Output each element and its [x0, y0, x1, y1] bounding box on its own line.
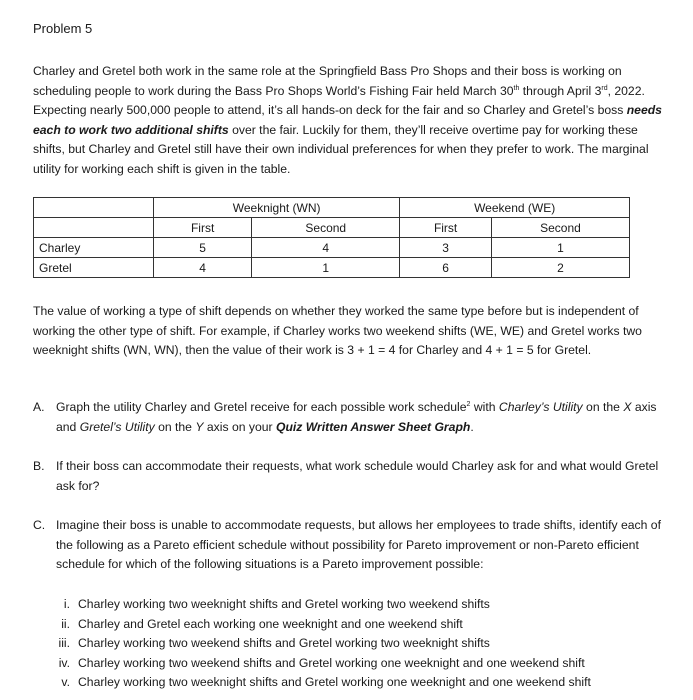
intro-sup-rd: rd: [601, 84, 608, 92]
item-text: Charley and Gretel each working one weeknight and one weekend shift: [78, 616, 463, 631]
table-row-charley: [34, 238, 630, 258]
question-text: Imagine their boss is unable to accommodate requests, but allows her employees to trade shifts, identify each of the following as a Pareto efficient schedule without possibility for Pareto improvement or non-Pareto efficient schedule for which of the following situations is a Pareto improvement possible:: [56, 518, 661, 572]
list-item: [33, 595, 673, 615]
item-number: iv.: [58, 655, 70, 670]
table-cell: 5: [154, 238, 252, 258]
qa-text-6: axis on your: [203, 419, 276, 434]
table-cell: 2: [491, 258, 629, 278]
qa-text-5: on the: [154, 419, 196, 434]
question-label: A.: [33, 400, 45, 414]
table-cell: 3: [400, 238, 492, 258]
table-cell: 1: [491, 238, 629, 258]
intro-text-1: Charley and Gretel both work in the same role at the Springfield Bass Pro Shops and their boss is working on scheduling people to work during the Bass Pro Shops World’s Fishing Fair held March 30: [33, 64, 622, 98]
item-text: Charley working two weeknight shifts and Gretel working two weekend shifts: [78, 597, 490, 611]
qa-italic-3: Gretel’s Utility: [79, 419, 155, 434]
qa-italic-4: Y: [195, 419, 204, 434]
item-text: Charley working two weekend shifts and Gretel working one weeknight and one weekend shift: [78, 655, 585, 670]
explanation-paragraph: The value of working a type of shift depends on whether they worked the same type before but is independent of working the other type of shift. For example, if Charley works two weekend shifts (WE, WE) and Gretel works two weeknight shifts (WN, WN), then the value of their work is 3 + 1 = 4 for Charley and 4 + 1 = 5 for Gretel.: [33, 304, 642, 358]
qa-italic-2: X: [623, 400, 632, 414]
intro-emphasis: needs each to work two additional shifts: [33, 103, 662, 137]
item-number: v.: [61, 675, 70, 690]
qa-text-1: Graph the utility Charley and Gretel receive for each possible work schedule: [56, 400, 467, 414]
list-item: [33, 673, 673, 693]
question-b: [33, 457, 663, 496]
subheader-cell: Second: [491, 218, 629, 238]
row-label: Gretel: [34, 258, 154, 278]
table-cell: 6: [400, 258, 492, 278]
intro-paragraph: [33, 62, 663, 180]
row-label: Charley: [34, 238, 154, 258]
subheader-cell: Second: [252, 218, 400, 238]
table-corner-cell: [34, 198, 154, 218]
item-number: ii.: [61, 616, 70, 631]
item-number: i.: [63, 597, 70, 611]
qa-text-2: with: [470, 400, 499, 414]
table-header-row: [34, 198, 630, 218]
utility-table: [33, 197, 630, 278]
header-weeknight: Weeknight (WN): [154, 198, 400, 218]
question-text: If their boss can accommodate their requests, what work schedule would Charley ask for and what would Gretel ask for?: [56, 459, 659, 493]
item-number: iii.: [58, 636, 70, 651]
item-text: Charley working two weeknight shifts and Gretel working one weeknight and one weekend shift: [78, 675, 591, 690]
subheader-cell: First: [154, 218, 252, 238]
qa-text-4: axis and: [56, 400, 657, 434]
qa-bold-italic: Quiz Written Answer Sheet Graph: [275, 419, 471, 434]
qa-text-7: .: [470, 419, 474, 434]
table-cell: 4: [154, 258, 252, 278]
footnote-marker: 2: [466, 400, 471, 408]
problem-title: Problem 5: [33, 21, 93, 36]
qa-italic-1: Charley’s Utility: [498, 400, 583, 414]
question-c: [33, 516, 663, 575]
intro-text-4: over the fair. Luckily for them, they’ll receive overtime pay for working these shifts, but Charley and Gretel still have their own individual preferences for when they prefer to work. The marginal utility for working each shift is given in the table.: [33, 122, 649, 176]
item-text: Charley working two weekend shifts and Gretel working two weeknight shifts: [78, 636, 490, 651]
list-item: [33, 615, 673, 635]
question-text: [56, 398, 663, 437]
table-cell: 4: [252, 238, 400, 258]
scenario-list: [33, 595, 673, 693]
intro-text-3: , 2022. Expecting nearly 500,000 people to attend, it’s all hands-on deck for the fair and so Charley and Gretel’s boss: [33, 83, 645, 118]
question-a: [33, 398, 663, 437]
list-item: [33, 634, 673, 654]
list-item: [33, 654, 673, 674]
table-cell: 1: [252, 258, 400, 278]
question-label: B.: [33, 459, 45, 473]
question-label: C.: [33, 518, 46, 532]
qa-text-3: on the: [582, 400, 624, 414]
table-blank-cell: [34, 218, 154, 238]
table-subheader-row: [34, 218, 630, 238]
intro-text-2: through April 3: [519, 83, 602, 98]
subheader-cell: First: [400, 218, 492, 238]
intro-sup-th: th: [513, 84, 520, 92]
table-row-gretel: [34, 258, 630, 278]
header-weekend: Weekend (WE): [400, 198, 630, 218]
